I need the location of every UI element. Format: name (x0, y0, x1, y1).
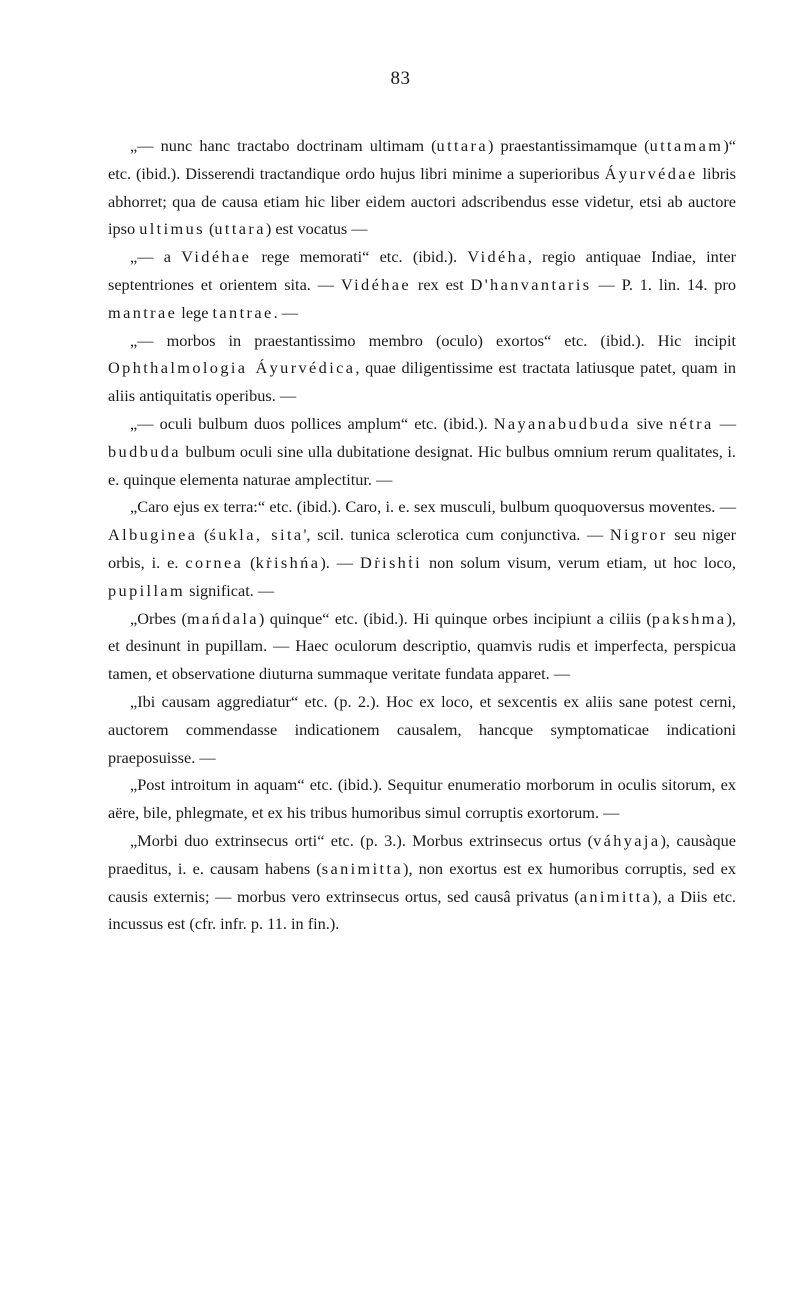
spaced-term: váhyaja (593, 830, 661, 850)
commentary-text (108, 132, 736, 938)
text-run: „Orbes ( (130, 608, 187, 628)
spaced-term: kṙishńa (255, 552, 321, 572)
paragraph (108, 410, 736, 493)
text-run: „Ibi causam aggrediatur“ etc. (p. 2.). Hoc ex loco, et sexcentis ex aliis sane potest cerni, auctorem commendasse indicationem causalem, hancque symptomaticae indicationi praeposuisse. — (108, 691, 736, 767)
text-run: — (713, 413, 736, 433)
text-run: „— nunc hanc tractabo doctrinam ultimam ( (130, 136, 437, 155)
spaced-term: animitta (579, 886, 653, 906)
text-run: ) quinque“ etc. (ibid.). Hi quinque orbes incipiunt a ciliis ( (258, 608, 652, 628)
text-run: bulbum oculi sine ulla dubitatione designat. Hic bulbus omnium rerum qualitates, i. e. quinque elementa naturae amplectitur. — (108, 441, 736, 489)
paragraph (108, 688, 736, 771)
spaced-term: sanimitta (321, 858, 404, 878)
text-run: lege (177, 302, 213, 322)
spaced-term: D'hanvantaris (470, 274, 592, 294)
paragraph (108, 605, 736, 688)
text-run: ( (243, 552, 256, 572)
text-run: )“ etc. (ibid.). Disserendi tractandique ordo hujus libri minime a superioribus (108, 136, 736, 183)
spaced-term: uttamam (649, 136, 724, 155)
text-run: ). — (320, 552, 361, 572)
spaced-term: uttara (436, 136, 488, 155)
text-run: ( (197, 525, 210, 545)
text-run: „— a (130, 247, 182, 267)
text-run: non solum visum, verum etiam, ut hoc loco, (422, 552, 736, 572)
text-run: „— oculi bulbum duos pollices amplum“ etc. (ibid.). (130, 413, 494, 433)
spaced-term: Dṙishṫi (360, 552, 423, 572)
spaced-term: Áyurvédae (604, 163, 698, 183)
spaced-term: Ophthalmologia Áyurvédica (108, 358, 356, 378)
text-run: ), non exortus est ex humoribus corruptis, sed ex causis externis; — morbus vero extrinsecus ortus, sed causâ privatus ( (108, 858, 736, 906)
spaced-term: Nigror (609, 525, 668, 545)
text-run: , quae diligentissime est tractata latiusque patet, quam in aliis antiquitatis operibus. — (108, 358, 737, 406)
text-run: „Morbi duo extrinsecus orti“ etc. (p. 3.). Morbus extrinsecus ortus ( (130, 830, 594, 850)
paragraph (108, 827, 736, 938)
spaced-term: śukla, sita (209, 525, 304, 545)
text-run: ), a Diis etc. incussus est (cfr. infr. p. 11. in fin.). (108, 886, 737, 934)
spaced-term: uttara (214, 219, 266, 239)
paragraph (108, 132, 736, 243)
spaced-term: cornea (185, 552, 244, 572)
spaced-term: pakshma (651, 608, 727, 628)
text-run: — P. 1. lin. 14. pro (591, 274, 736, 294)
text-run: significat. — (185, 580, 275, 600)
text-run: ) est vocatus — (265, 219, 368, 239)
spaced-term: mantrae (108, 302, 178, 322)
spaced-term: Vidéhae (340, 274, 412, 294)
paragraph (108, 243, 736, 326)
text-run: sive (630, 413, 670, 433)
spaced-term: Nayanabudbuda (493, 413, 631, 433)
spaced-term: budbuda (108, 441, 181, 461)
text-run: „Caro ejus ex terra:“ etc. (ibid.). Caro, i. e. sex musculi, bulbum quoquoversus moventes. — (130, 497, 736, 517)
text-run: „Post introitum in aquam“ etc. (ibid.). Sequitur enumeratio morborum in oculis sitorum, ex aëre, bile, phlegmate, et ex his tribus humoribus simul corruptis exortorum. — (108, 775, 736, 823)
text-run: rex est (411, 274, 471, 294)
text-run: libris abhorret; qua de causa etiam hic liber eidem auctori adscribendus esse videtur, etsi ab auctore ipso (108, 163, 737, 239)
paragraph (108, 493, 736, 604)
text-run: . — (273, 302, 299, 322)
text-run: seu niger orbis, i. e. (108, 525, 737, 572)
paragraph (108, 327, 736, 410)
text-run: „— morbos in praestantissimo membro (oculo) exortos“ etc. (ibid.). Hic incipit (130, 330, 736, 350)
text-run: ) praestantissimamque ( (488, 136, 650, 155)
page-number: 83 (390, 68, 411, 89)
text-run: rege memorati“ etc. (ibid.). (251, 247, 468, 267)
spaced-term: tantrae (212, 302, 274, 322)
spaced-term: Vidéhae (181, 247, 252, 267)
text-run: , regio antiquae Indiae, inter septentriones et orientem sita. — (108, 247, 736, 294)
spaced-term: Vidéha (467, 247, 528, 267)
text-run: ', scil. tunica sclerotica cum conjunctiva. — (303, 525, 610, 545)
text-run: ), et desinunt in pupillam. — Haec oculorum descriptio, quamvis rudis et imperfecta, perspicua tamen, et observatione diuturna summaque veritate fundata apparet. — (108, 608, 736, 684)
spaced-term: nétra (669, 413, 714, 433)
spaced-term: ultimus (139, 219, 205, 239)
spaced-term: mańdala (186, 608, 259, 628)
spaced-term: Albuginea (108, 525, 198, 545)
paragraph (108, 771, 736, 827)
spaced-term: pupillam (108, 580, 186, 600)
text-run: ( (204, 219, 215, 239)
text-run: ), causàque praeditus, i. e. causam habens ( (108, 830, 736, 878)
